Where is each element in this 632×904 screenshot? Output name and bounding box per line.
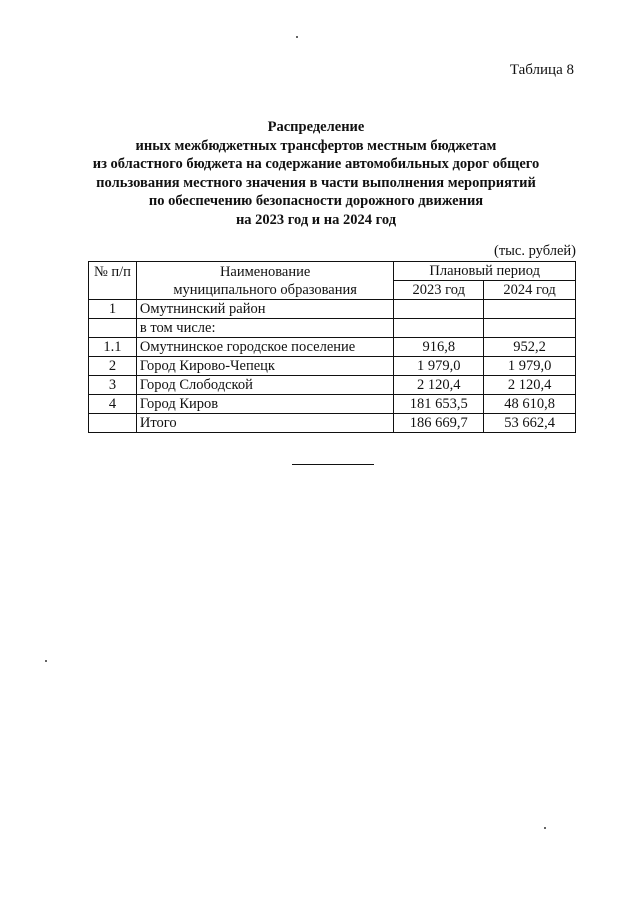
row-value-2023 — [394, 319, 484, 338]
header-name-line2: муниципального образования — [136, 281, 393, 300]
row-value-2024 — [484, 319, 576, 338]
header-year-2024: 2024 год — [484, 281, 576, 300]
row-value-2024 — [484, 300, 576, 319]
scan-speck — [45, 660, 47, 662]
row-name: в том числе: — [136, 319, 393, 338]
row-num — [89, 414, 137, 433]
heading-line: по обеспечению безопасности дорожного движения — [148, 193, 484, 209]
heading-line: на 2023 год и на 2024 год — [235, 211, 397, 228]
row-name: Город Кирово-Чепецк — [136, 357, 393, 376]
closing-rule — [292, 464, 374, 465]
units-note: (тыс. рублей) — [494, 243, 576, 259]
row-num — [89, 319, 137, 338]
row-name: Омутнинское городское поселение — [136, 338, 393, 357]
row-value-2024: 48 610,8 — [484, 395, 576, 414]
row-value-2023: 916,8 — [394, 338, 484, 357]
row-value-2023: 1 979,0 — [394, 357, 484, 376]
distribution-table — [88, 261, 576, 433]
row-num: 3 — [89, 376, 137, 395]
scan-speck — [544, 827, 546, 829]
header-name-line1: Наименование — [136, 262, 393, 281]
row-num: 1 — [89, 300, 137, 319]
row-value-2024: 53 662,4 — [484, 414, 576, 433]
table-row — [89, 395, 576, 414]
row-num: 4 — [89, 395, 137, 414]
heading-line: Распределение — [267, 119, 365, 135]
row-value-2023: 186 669,7 — [394, 414, 484, 433]
heading-line: из областного бюджета на содержание автомобильных дорог общего — [92, 156, 540, 172]
row-value-2024: 1 979,0 — [484, 357, 576, 376]
header-num-continued — [89, 281, 137, 300]
header-num: № п/п — [89, 262, 137, 281]
row-num: 2 — [89, 357, 137, 376]
row-name: Омутнинский район — [136, 300, 393, 319]
header-period: Плановый период — [394, 262, 576, 281]
table-row — [89, 338, 576, 357]
row-name: Город Слободской — [136, 376, 393, 395]
row-name: Город Киров — [136, 395, 393, 414]
row-value-2023 — [394, 300, 484, 319]
row-value-2023: 2 120,4 — [394, 376, 484, 395]
row-name: Итого — [136, 414, 393, 433]
row-num: 1.1 — [89, 338, 137, 357]
table-row — [89, 319, 576, 338]
header-year-2023: 2023 год — [394, 281, 484, 300]
table-number-label: Таблица 8 — [509, 62, 574, 78]
table-header-row — [89, 262, 576, 281]
heading-line: пользования местного значения в части выполнения мероприятий — [96, 174, 536, 191]
table-header-row — [89, 281, 576, 300]
row-value-2023: 181 653,5 — [394, 395, 484, 414]
table-row — [89, 357, 576, 376]
row-value-2024: 952,2 — [484, 338, 576, 357]
scan-speck — [296, 36, 298, 38]
heading-line: иных межбюджетных трансфертов местным бюджетам — [135, 137, 497, 154]
document-heading — [0, 118, 632, 229]
row-value-2024: 2 120,4 — [484, 376, 576, 395]
table-total-row — [89, 414, 576, 433]
table-row — [89, 376, 576, 395]
table-row — [89, 300, 576, 319]
